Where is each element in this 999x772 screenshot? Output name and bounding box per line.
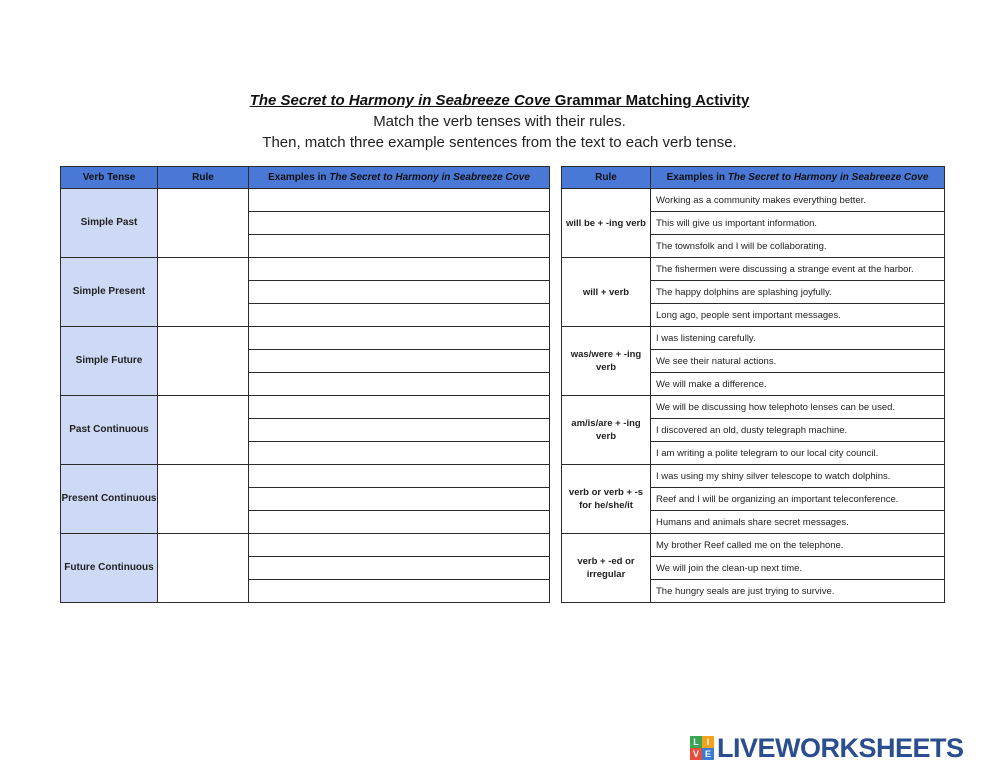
draggable-rule[interactable]: will + verb	[562, 258, 651, 327]
example-drop-cell[interactable]	[249, 534, 550, 557]
example-drop-cell[interactable]	[249, 419, 550, 442]
header-examples: Examples in The Secret to Harmony in Seabreeze Cove	[249, 167, 550, 189]
draggable-example-sentence[interactable]: This will give us important information.	[651, 212, 945, 235]
instruction-line-1: Match the verb tenses with their rules.	[373, 113, 626, 130]
draggable-example-sentence[interactable]: We see their natural actions.	[651, 350, 945, 373]
tense-label: Past Continuous	[61, 396, 158, 465]
draggable-example-sentence[interactable]: The townsfolk and I will be collaborating.	[651, 235, 945, 258]
title-book-name: The Secret to Harmony in Seabreeze Cove	[249, 92, 551, 109]
title-activity-name: Grammar Matching Activity	[550, 92, 750, 109]
rule-drop-cell[interactable]	[158, 534, 249, 603]
tense-table-header	[61, 167, 550, 189]
tense-label: Future Continuous	[61, 534, 158, 603]
draggable-example-sentence[interactable]: The fishermen were discussing a strange event at the harbor.	[651, 258, 945, 281]
example-drop-cell[interactable]	[249, 304, 550, 327]
rule-drop-cell[interactable]	[158, 465, 249, 534]
example-drop-cell[interactable]	[249, 281, 550, 304]
tense-row	[61, 465, 550, 488]
example-drop-cell[interactable]	[249, 442, 550, 465]
draggable-example-sentence[interactable]: I discovered an old, dusty telegraph machine.	[651, 419, 945, 442]
draggable-rule[interactable]: am/is/are + -ing verb	[562, 396, 651, 465]
tense-row	[61, 327, 550, 350]
worksheet-header	[0, 90, 999, 153]
draggable-example-sentence[interactable]: The happy dolphins are splashing joyfully.	[651, 281, 945, 304]
liveworksheets-logo-icon	[690, 736, 714, 760]
tense-label: Simple Future	[61, 327, 158, 396]
example-drop-cell[interactable]	[249, 373, 550, 396]
tense-row	[61, 189, 550, 212]
instruction-line-2: Then, match three example sentences from the text to each verb tense.	[262, 134, 737, 151]
tense-row	[61, 534, 550, 557]
tense-label: Simple Past	[61, 189, 158, 258]
logo-mark-tile: L	[690, 736, 702, 748]
example-drop-cell[interactable]	[249, 465, 550, 488]
header-rule-right: Rule	[562, 167, 651, 189]
header-examples-right: Examples in The Secret to Harmony in Seabreeze Cove	[651, 167, 945, 189]
header-verb-tense: Verb Tense	[61, 167, 158, 189]
draggable-rule[interactable]: will be + -ing verb	[562, 189, 651, 258]
rule-row	[562, 327, 945, 350]
header-rule: Rule	[158, 167, 249, 189]
example-drop-cell[interactable]	[249, 235, 550, 258]
draggable-example-sentence[interactable]: We will make a difference.	[651, 373, 945, 396]
tense-row	[61, 258, 550, 281]
rule-table-header	[562, 167, 945, 189]
liveworksheets-logo	[690, 733, 964, 763]
tense-row	[61, 396, 550, 419]
draggable-example-sentence[interactable]: Working as a community makes everything better.	[651, 189, 945, 212]
logo-mark-tile: V	[690, 748, 702, 760]
draggable-rule[interactable]: verb + -ed or irregular	[562, 534, 651, 603]
rule-drop-cell[interactable]	[158, 396, 249, 465]
draggable-example-sentence[interactable]: We will be discussing how telephoto lenses can be used.	[651, 396, 945, 419]
rule-row	[562, 534, 945, 557]
worksheet-title	[0, 90, 999, 111]
tense-label: Present Continuous	[61, 465, 158, 534]
example-drop-cell[interactable]	[249, 396, 550, 419]
draggable-example-sentence[interactable]: Reef and I will be organizing an important teleconference.	[651, 488, 945, 511]
example-drop-cell[interactable]	[249, 258, 550, 281]
logo-mark-tile: I	[702, 736, 714, 748]
rule-drop-cell[interactable]	[158, 327, 249, 396]
rule-row	[562, 465, 945, 488]
draggable-rule[interactable]: was/were + -ing verb	[562, 327, 651, 396]
rule-drop-cell[interactable]	[158, 258, 249, 327]
draggable-example-sentence[interactable]: The hungry seals are just trying to survive.	[651, 580, 945, 603]
draggable-example-sentence[interactable]: Long ago, people sent important messages.	[651, 304, 945, 327]
rule-drop-cell[interactable]	[158, 189, 249, 258]
example-drop-cell[interactable]	[249, 557, 550, 580]
draggable-example-sentence[interactable]: My brother Reef called me on the telephone.	[651, 534, 945, 557]
draggable-rule[interactable]: verb or verb + -s for he/she/it	[562, 465, 651, 534]
rule-row	[562, 189, 945, 212]
example-drop-cell[interactable]	[249, 189, 550, 212]
tense-table	[60, 166, 550, 603]
example-drop-cell[interactable]	[249, 511, 550, 534]
draggable-example-sentence[interactable]: Humans and animals share secret messages.	[651, 511, 945, 534]
draggable-example-sentence[interactable]: We will join the clean-up next time.	[651, 557, 945, 580]
example-drop-cell[interactable]	[249, 350, 550, 373]
example-drop-cell[interactable]	[249, 580, 550, 603]
rule-row	[562, 396, 945, 419]
rule-example-table	[561, 166, 945, 603]
rule-row	[562, 258, 945, 281]
example-drop-cell[interactable]	[249, 212, 550, 235]
tense-label: Simple Present	[61, 258, 158, 327]
example-drop-cell[interactable]	[249, 327, 550, 350]
liveworksheets-logo-text: LIVEWORKSHEETS	[717, 732, 964, 763]
logo-mark-tile: E	[702, 748, 714, 760]
draggable-example-sentence[interactable]: I am writing a polite telegram to our local city council.	[651, 442, 945, 465]
draggable-example-sentence[interactable]: I was listening carefully.	[651, 327, 945, 350]
draggable-example-sentence[interactable]: I was using my shiny silver telescope to watch dolphins.	[651, 465, 945, 488]
example-drop-cell[interactable]	[249, 488, 550, 511]
